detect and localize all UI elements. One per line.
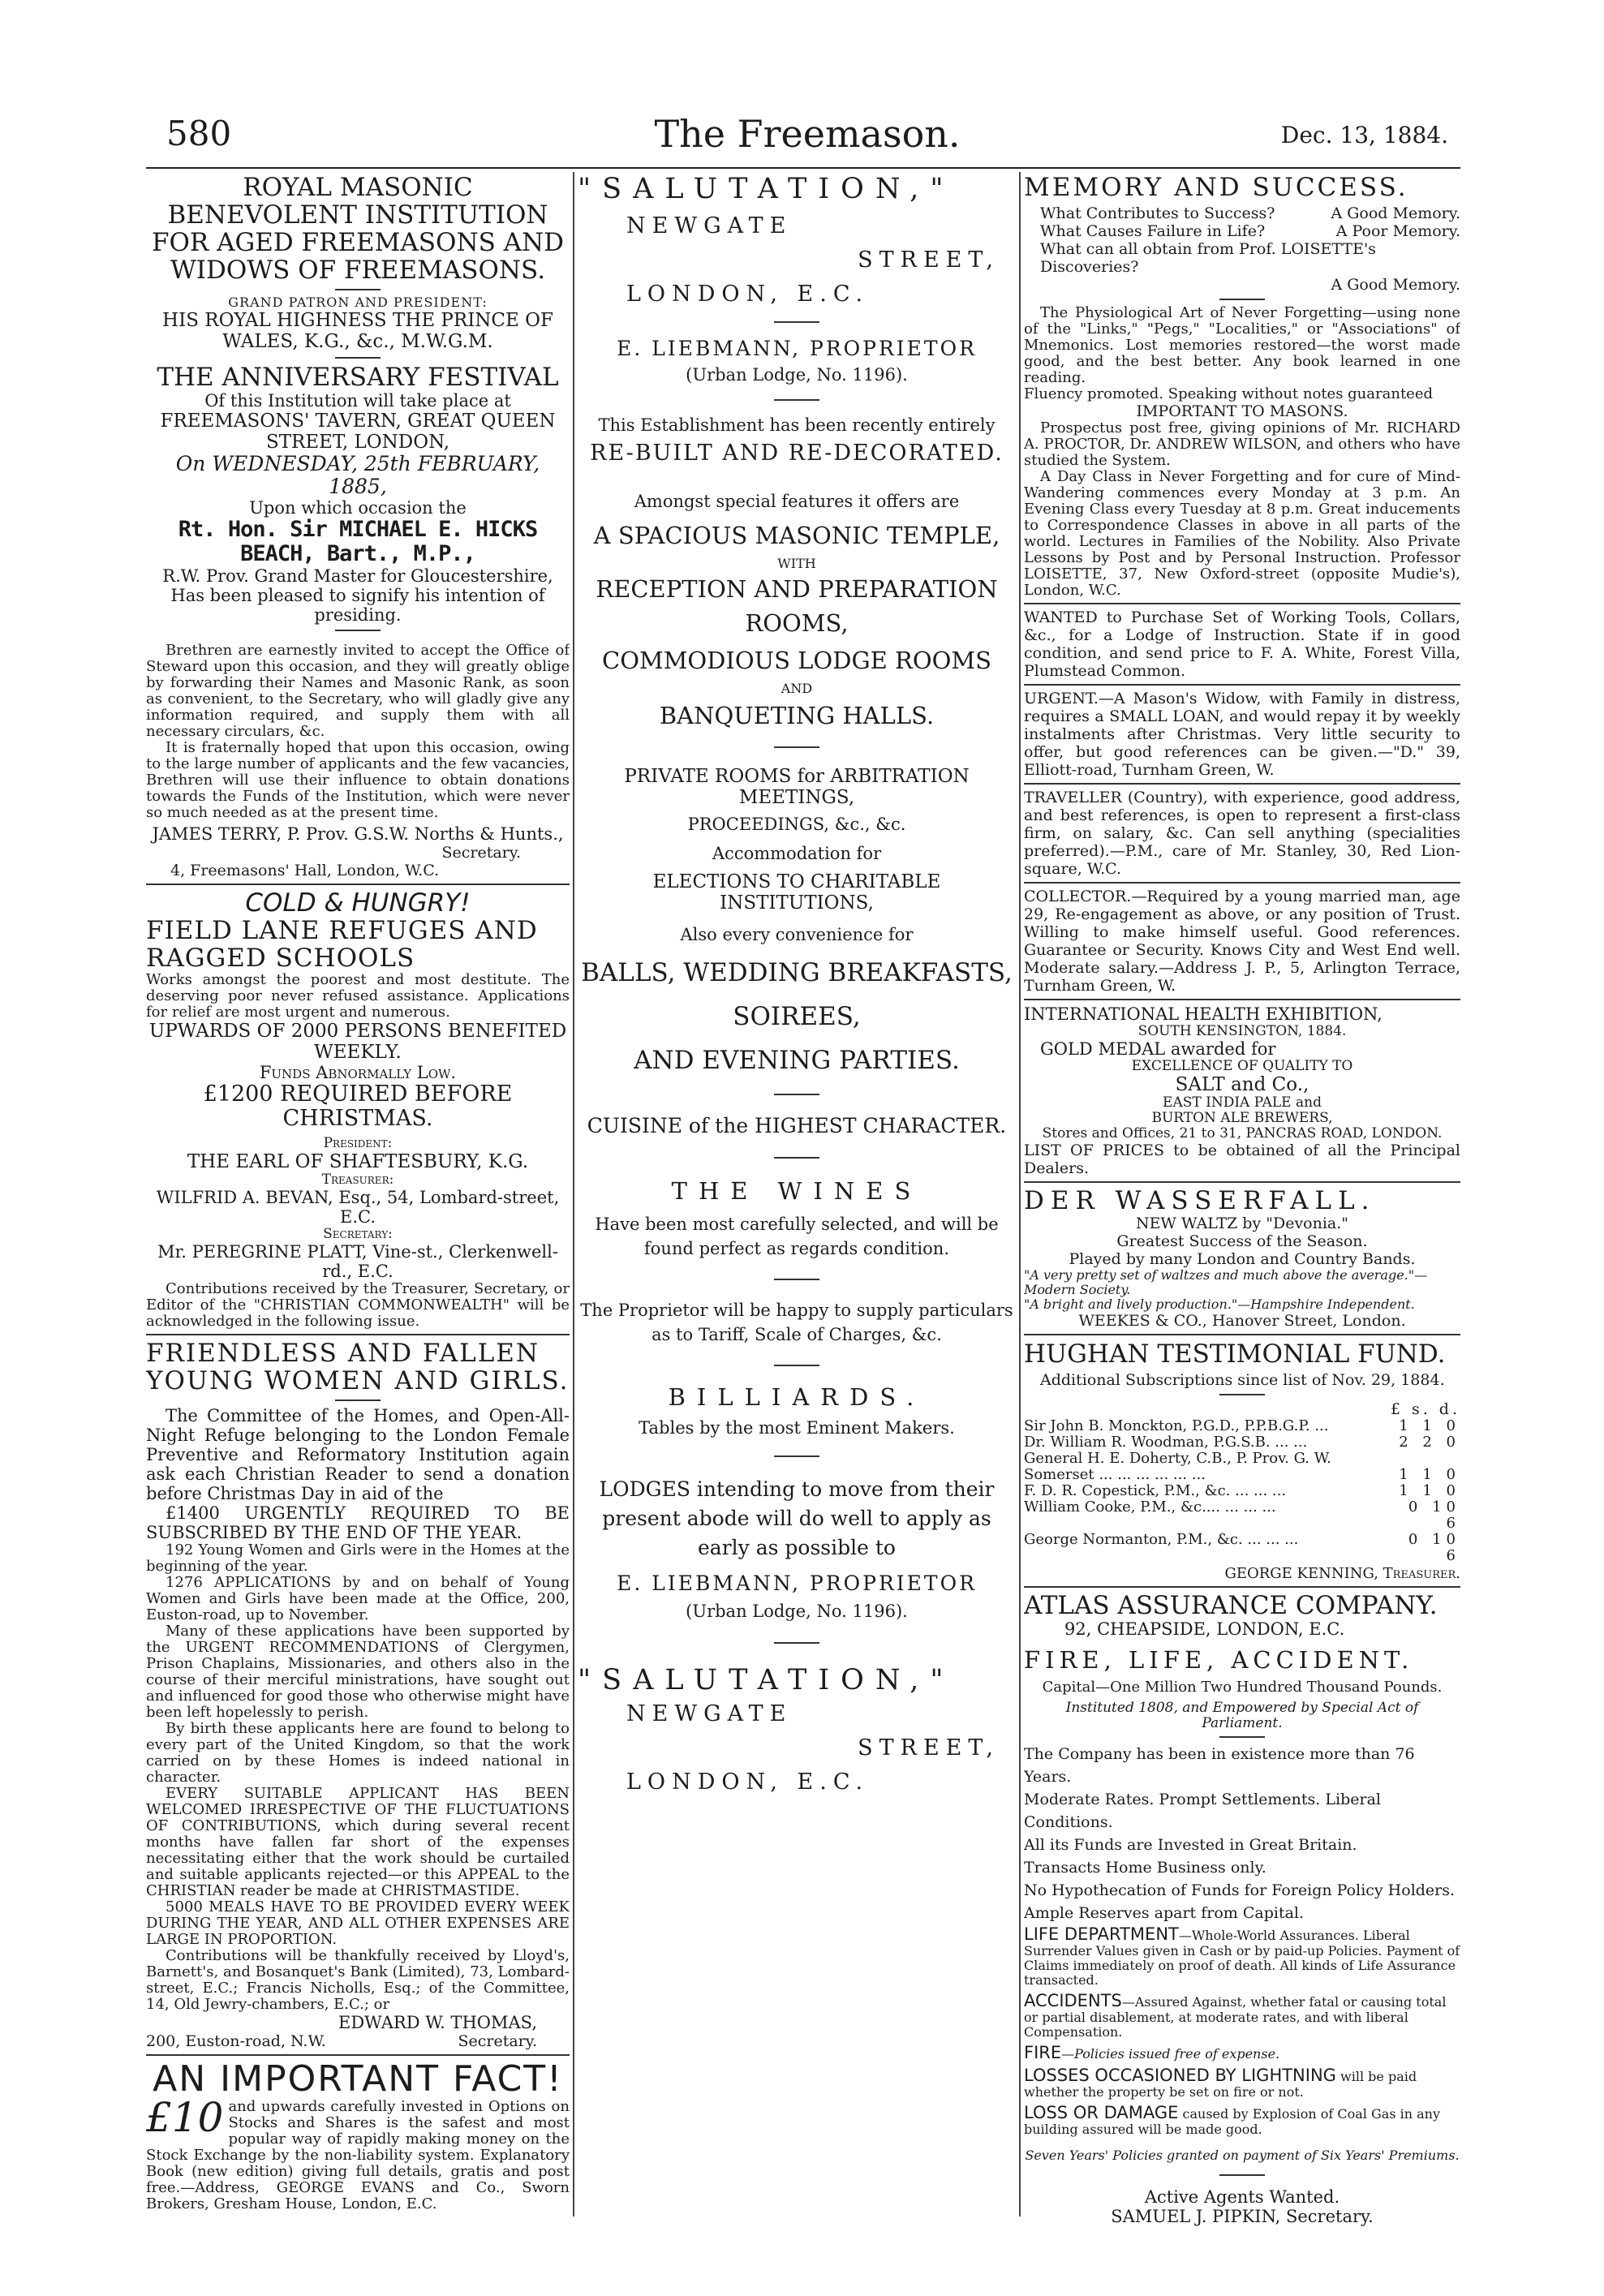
memory-q2-row (1024, 222, 1460, 240)
hughan-row (1024, 1483, 1460, 1499)
hughan-advert (1024, 1340, 1460, 1582)
rmbi-para-1: Brethren are earnestly invited to accept the Office of Steward upon this occasion, and they will greatly oblige by forwarding their Names and Masonic Rank, as soon as convenient, to the Secretary, who will gladly give any information required, and supply them with all necessary circulars, &c. (146, 642, 570, 740)
wasserfall-advert (1024, 1187, 1460, 1330)
atlas-lightning-text: will be paid whether the property be set on fire or not. (1024, 2069, 1417, 2100)
urgent-advert: URGENT.—A Mason's Widow, with Family in distress, requires a SMALL LOAN, and would repay it by weekly instalments after Christmas. Very little security to offer, but good references can be given.—"D." 39, Elliott-road, Turnham Green, W. (1024, 690, 1460, 779)
salutation-street-2: STREET, (858, 247, 1000, 273)
header-rule (146, 167, 1460, 169)
friendless-signature-row (146, 2032, 570, 2050)
hughan-row-name: Dr. William R. Woodman, P.G.S.B. ... ... (1024, 1434, 1308, 1451)
wanted-advert: WANTED to Purchase Set of Working Tools, Collars, &c., for a Lodge of Instruction. State if in good condition, and send price to F. A. White, Forest Villa, Plumstead Common. (1024, 608, 1460, 680)
rmbi-date: On WEDNESDAY, 25th FEBRUARY, 1885, (175, 452, 540, 498)
salutation-billiards: BILLIARDS. (668, 1383, 926, 1411)
salutation-rebuilt-1: This Establishment has been recently entirely (598, 415, 996, 435)
hughan-row-amount: 0 10 6 (1408, 1498, 1460, 1532)
important-fact-amount: £10 (146, 2094, 224, 2141)
salt-advert (1024, 1004, 1460, 1177)
salutation-every-convenience: Also every convenience for (680, 925, 914, 944)
important-fact-text: and upwards carefully invested in Options on Stocks and Shares is the safest and most popular way of rapidly making money on the Stock Exchange by the non-liability system. Explanatory Book (new edition) giving full details, gratis and post free.—Address, GEORGE EVANS and Co., Sworn Brokers, Gresham House, London, E.C. (146, 2098, 570, 2212)
memory-para-3: A Day Class in Never Forgetting and for cure of Mind-Wandering commences every Monday at 3 p.m. An Evening Class every Tuesday at 8 p.m. Great inducements to Correspondence Classes in above in all parts of the world. Lectures in Families of the Nobility. Also Private Lessons by Post and by Personal Instruction. Professor LOISETTE, 37, New Oxford-street (opposite Mudie's), London, W.C. (1024, 468, 1460, 599)
memory-a2: A Poor Memory. (1335, 222, 1460, 240)
salutation-city: LONDON, E.C. (626, 282, 870, 307)
issue-date: Dec. 13, 1884. (1280, 122, 1448, 148)
atlas-lightning (1024, 2066, 1460, 2100)
hughan-row-name: Somerset ... ... ... ... ... ... (1024, 1467, 1206, 1483)
hughan-row (1024, 1434, 1460, 1451)
hughan-row (1024, 1499, 1460, 1532)
rmbi-chair-note: Has been pleased to signify his intention of presiding. (170, 586, 545, 625)
atlas-damage (1024, 2103, 1460, 2137)
memory-a3: A Good Memory. (1331, 276, 1460, 294)
salutation-lodge-2: (Urban Lodge, No. 1196). (686, 1602, 908, 1621)
atlas-fire (1024, 2043, 1460, 2062)
field-lane-funds: Funds Abnormally Low. (259, 1063, 457, 1082)
salt-ale-1: EAST INDIA PALE and (1163, 1094, 1322, 1111)
salt-stores: Stores and Offices, 21 to 31, PANCRAS ROAD, LONDON. (1042, 1125, 1443, 1142)
atlas-address: 92, CHEAPSIDE, LONDON, E.C. (1064, 1619, 1345, 1639)
friendless-urgent: £1400 URGENTLY REQUIRED TO BE SUBSCRIBED BY THE END OF THE YEAR. (146, 1503, 570, 1542)
atlas-feature-5: No Hypothecation of Funds for Foreign Policy Holders. (1024, 1881, 1456, 1899)
rmbi-occasion: Upon which occasion the (249, 498, 467, 518)
atlas-feature-4: Transacts Home Business only. (1024, 1859, 1266, 1877)
friendless-para-8: Contributions will be thankfully received by Lloyd's, Barnett's, and Bosanquet's Bank (Limited), 73, Lombard-street, E.C.; Francis Nicholls, Esq.; of the Committee, 14, Old Jewry-chambers, E.C.; or (146, 1947, 570, 2013)
rmbi-place-1: Of this Institution will take place at (204, 391, 511, 411)
wasserfall-title: DER WASSERFALL. (1024, 1186, 1376, 1215)
salutation-and: AND (780, 681, 813, 696)
salutation-lodge-rooms: COMMODIOUS LODGE ROOMS (602, 647, 991, 674)
atlas-lightning-label: LOSSES OCCASIONED BY LIGHTNING (1024, 2066, 1336, 2085)
salt-medal: GOLD MEDAL awarded for (1040, 1039, 1276, 1059)
field-lane-title: FIELD LANE REFUGES AND RAGGED SCHOOLS (146, 916, 538, 973)
column-middle (578, 172, 1016, 2233)
salutation-wines-title: THE WINES (671, 1177, 922, 1205)
salutation-elections: ELECTIONS TO CHARITABLE INSTITUTIONS, (652, 871, 941, 914)
rmbi-signature-address: 4, Freemasons' Hall, London, W.C. (170, 862, 440, 879)
hughan-subscription-list (1024, 1418, 1460, 1564)
wasserfall-quote-2: "A bright and lively production."—Hampshire Independent. (1024, 1296, 1415, 1312)
hughan-row-name: George Normanton, P.M., &c. ... ... ... (1024, 1532, 1299, 1548)
salutation-banqueting: BANQUETING HALLS. (659, 702, 935, 729)
memory-advert (1024, 174, 1460, 599)
traveller-advert: TRAVELLER (Country), with experience, good address, and best references, is open to represent a first-class firm, on salary, &c. Can sell anything (specialities preferred).—P.M., care of Mr. Stanley, 30, Red Lion-square, W.C. (1024, 789, 1460, 878)
hughan-row (1024, 1451, 1460, 1467)
atlas-title: ATLAS ASSURANCE COMPANY. (1024, 1591, 1438, 1620)
salt-exhibition-sub: SOUTH KENSINGTON, 1884. (1137, 1023, 1347, 1039)
friendless-para-7: 5000 MEALS HAVE TO BE PROVIDED EVERY WEEK DURING THE YEAR, AND ALL OTHER EXPENSES ARE LARGE IN PROPORTION. (146, 1898, 570, 1948)
field-lane-treasurer-label: Treasurer: (321, 1172, 394, 1188)
wasserfall-success: Greatest Success of the Season. (1116, 1232, 1368, 1250)
salutation-tables: Tables by the most Eminent Makers. (639, 1418, 955, 1438)
atlas-fire-label: FIRE (1024, 2043, 1062, 2062)
atlas-feature-1: The Company has been in existence more than 76 Years. (1024, 1745, 1415, 1786)
important-fact-title: AN IMPORTANT FACT! (153, 2058, 563, 2100)
field-lane-treasurer: WILFRID A. BEVAN, Esq., 54, Lombard-street, E.C. (156, 1188, 560, 1227)
atlas-accidents-label: ACCIDENTS (1024, 1991, 1122, 2010)
hughan-row (1024, 1532, 1460, 1564)
salutation-features: Amongst special features it offers are (634, 492, 960, 511)
atlas-feature-6: Ample Reserves apart from Capital. (1024, 1904, 1305, 1922)
rmbi-chair: Rt. Hon. Sir MICHAEL E. HICKS BEACH, Bart., M.P., (178, 517, 538, 566)
salutation-accommodation: Accommodation for (712, 844, 882, 863)
salt-exhibition: INTERNATIONAL HEALTH EXHIBITION, (1024, 1004, 1383, 1024)
memory-fluency: Fluency promoted. Speaking without notes guaranteed (1024, 385, 1433, 402)
memory-para-2: Prospectus post free, giving opinions of Mr. RICHARD A. PROCTOR, Dr. ANDREW WILSON, and others who have studied the System. (1024, 419, 1460, 469)
hughan-row-name: General H. E. Doherty, C.B., P. Prov. G. W. (1024, 1451, 1331, 1467)
salutation-reception-1: RECEPTION AND PREPARATION (596, 575, 998, 603)
salutation-reception-2: ROOMS, (745, 609, 849, 637)
hughan-row-name: William Cooke, P.M., &c.... ... ... ... (1024, 1499, 1276, 1516)
salutation-cuisine: CUISINE of the HIGHEST CHARACTER. (587, 1114, 1007, 1137)
rmbi-patron: HIS ROYAL HIGHNESS THE PRINCE OF WALES, K.G., &c., M.W.G.M. (162, 310, 553, 352)
atlas-accidents (1024, 1991, 1460, 2040)
salutation-city-2: LONDON, E.C. (626, 1769, 870, 1795)
atlas-feature-2: Moderate Rates. Prompt Settlements. Liberal Conditions. (1024, 1791, 1381, 1831)
field-lane-intro: Works amongst the poorest and most destitute. The deserving poor never refused assistance. Applications for relief are most urgent and numerous. (146, 971, 570, 1021)
hughan-row (1024, 1418, 1460, 1434)
rmbi-signature-role: Secretary. (441, 844, 521, 862)
salt-list: LIST OF PRICES to be obtained of all the Principal Dealers. (1024, 1142, 1460, 1177)
memory-para-1: The Physiological Art of Never Forgetting—using none of the "Links," "Pegs," "Localities," or "Associations" of Mnemonics. Lost memories restored—the worst made good, and the best better. Any book learned in one reading. (1024, 304, 1460, 386)
rmbi-festival: THE ANNIVERSARY FESTIVAL (157, 363, 559, 392)
salutation-advert (578, 174, 1016, 1795)
friendless-para-3: 1276 APPLICATIONS by and on behalf of Young Women and Girls have been made at the Office, 200, Euston-road, up to November. (146, 1574, 570, 1623)
wasserfall-played: Played by many London and Country Bands. (1069, 1250, 1416, 1268)
atlas-feature-3: All its Funds are Invested in Great Britain. (1024, 1836, 1357, 1854)
collector-advert: COLLECTOR.—Required by a young married man, age 29, Re-engagement as above, or any position of Trust. Willing to make himself useful. Good references. Guarantee or Security. Knows City and West End well. Moderate salary.—Address J. P., 5, Arlington Terrace, Turnham Green, W. (1024, 888, 1460, 995)
field-lane-required: £1200 REQUIRED BEFORE CHRISTMAS. (203, 1081, 513, 1131)
salutation-with: WITH (777, 556, 816, 571)
column-left (146, 172, 570, 2233)
friendless-signature-role: Secretary. (458, 2032, 537, 2050)
salutation-balls: BALLS, WEDDING BREAKFASTS, (581, 958, 1013, 987)
atlas-secretary: SAMUEL J. PIPKIN, Secretary. (1111, 2207, 1374, 2226)
atlas-life-label: LIFE DEPARTMENT (1024, 1924, 1179, 1944)
field-lane-president-label: President: (323, 1135, 393, 1151)
salutation-lodge: (Urban Lodge, No. 1196). (686, 365, 908, 385)
salutation-title-2: "SALUTATION," (578, 1664, 955, 1696)
hughan-row-amount: 1 1 0 (1399, 1466, 1460, 1483)
salutation-wines-text: Have been most carefully selected, and will be found perfect as regards condition. (595, 1215, 999, 1258)
salutation-lodges: LODGES intending to move from their present abode will do well to apply as early as possible to (599, 1477, 995, 1559)
hughan-row-amount: 0 10 6 (1408, 1531, 1460, 1564)
rmbi-place-2: FREEMASONS' TAVERN, GREAT QUEEN STREET, LONDON, (160, 411, 556, 453)
page-header (166, 114, 1448, 170)
rmbi-signature-name: JAMES TERRY, P. Prov. G.S.W. Norths & Hunts., (152, 824, 564, 844)
atlas-advert (1024, 1592, 1460, 2226)
atlas-life-text: —Whole-World Assurances. Liberal Surrender Values given in Cash or by paid-up Policies. Payment of Claims immediately on proof of death. All kinds of Life Assurance transacted. (1024, 1928, 1460, 1988)
column-right (1024, 172, 1460, 2233)
column-divider-2 (1019, 172, 1021, 2216)
hughan-sub: Additional Subscriptions since list of Nov. 29, 1884. (1040, 1371, 1445, 1389)
memory-important: IMPORTANT TO MASONS. (1136, 402, 1348, 420)
salutation-proprietor-2: E. LIEBMANN, PROPRIETOR (617, 1572, 977, 1595)
friendless-para-6: EVERY SUITABLE APPLICANT HAS BEEN WELCOMED IRRESPECTIVE OF THE FLUCTUATIONS OF CONTRIBUTIONS, which during several recent months have fallen far short of the expenses necessitating either that the work should be curtailed and suitable applicants rejected—or this APPEAL to the CHRISTIAN reader be made at CHRISTMASTIDE. (146, 1785, 570, 1899)
important-fact-advert (146, 2060, 570, 2212)
friendless-signature-name: EDWARD W. THOMAS, (338, 2013, 537, 2032)
friendless-para-4: Many of these applications have been supported by the URGENT RECOMMENDATIONS of Clergymen, Prison Chaplains, Missionaries, and others also in the course of their merciful ministrations, have sought out and influenced for good those who otherwise might have been left hopelessly to perish. (146, 1623, 570, 1721)
salutation-street-1: NEWGATE (626, 213, 793, 239)
atlas-damage-label: LOSS OR DAMAGE (1024, 2103, 1179, 2122)
atlas-damage-text: caused by Explosion of Coal Gas in any building assured will be made good. (1024, 2106, 1441, 2137)
salutation-temple: A SPACIOUS MASONIC TEMPLE, (593, 522, 1000, 549)
hughan-row-amount (1389, 1451, 1460, 1467)
atlas-lines: FIRE, LIFE, ACCIDENT. (1024, 1646, 1414, 1674)
wasserfall-publisher: WEEKES & CO., Hanover Street, London. (1078, 1312, 1406, 1330)
memory-title: MEMORY AND SUCCESS. (1024, 173, 1408, 202)
hughan-currency: £ s. d. (1390, 1400, 1460, 1418)
rmbi-advert (146, 174, 570, 879)
field-lane-benefited: UPWARDS OF 2000 PERSONS BENEFITED WEEKLY. (148, 1021, 567, 1063)
hughan-row-name: F. D. R. Copestick, P.M., &c. ... ... ... (1024, 1483, 1287, 1499)
salutation-street-3: NEWGATE (626, 1701, 793, 1726)
friendless-signature-address: 200, Euston-road, N.W. (146, 2032, 326, 2050)
memory-q3: What can all obtain from Prof. LOISETTE's Discoveries? (1040, 240, 1376, 276)
hughan-title: HUGHAN TESTIMONIAL FUND. (1024, 1339, 1446, 1369)
salutation-private-2: PROCEEDINGS, &c., &c. (687, 815, 906, 834)
atlas-agents: Active Agents Wanted. (1144, 2187, 1340, 2207)
atlas-seven-years: Seven Years' Policies granted on payment of Six Years' Premiums. (1025, 2148, 1460, 2163)
masthead-title: The Freemason. (654, 112, 961, 156)
rmbi-title: ROYAL MASONIC BENEVOLENT INSTITUTION FOR AGED FREEMASONS AND WIDOWS OF FREEMASONS. (151, 173, 565, 285)
hughan-row-name: Sir John B. Monckton, P.G.D., P.P.B.G.P. ... (1024, 1418, 1329, 1434)
memory-a1: A Good Memory. (1331, 204, 1460, 222)
wasserfall-sub: NEW WALTZ by "Devonia." (1135, 1215, 1349, 1232)
memory-q1: What Contributes to Success? (1040, 204, 1275, 222)
memory-q2: What Causes Failure in Life? (1040, 222, 1266, 240)
page-number: 580 (166, 114, 232, 153)
hughan-row-amount: 1 1 0 (1399, 1417, 1460, 1434)
cold-hungry-heading: COLD & HUNGRY! (245, 888, 471, 918)
salutation-rebuilt-2: RE-BUILT AND RE-DECORATED. (590, 441, 1004, 466)
salt-ale-2: BURTON ALE BREWERS, (1151, 1110, 1333, 1126)
friendless-title: FRIENDLESS AND FALLEN YOUNG WOMEN AND GIRLS. (146, 1339, 570, 1395)
friendless-para-1: The Committee of the Homes, and Open-All-Night Refuge belonging to the London Female Preventive and Reformatory Institution again ask each Christian Reader to send a donation before Christmas Day in aid of the (146, 1406, 570, 1503)
important-fact-body (146, 2094, 570, 2212)
salutation-street-4: STREET, (858, 1735, 1000, 1761)
atlas-life-department (1024, 1924, 1460, 1988)
friendless-advert (146, 1339, 570, 2050)
field-lane-secretary-label: Secretary: (323, 1226, 393, 1242)
rmbi-chair-title: R.W. Prov. Grand Master for Gloucestershire, (162, 566, 553, 586)
field-lane-secretary: Mr. PEREGRINE PLATT, Vine-st., Clerkenwell-rd., E.C. (157, 1242, 558, 1281)
field-lane-contributions: Contributions received by the Treasurer, Secretary, or Editor of the "CHRISTIAN COMMONWEALTH" will be acknowledged in the following issue. (146, 1280, 570, 1330)
wasserfall-quote-1: "A very pretty set of waltzes and much above the average."—Modern Society. (1024, 1267, 1428, 1297)
rmbi-patron-label: GRAND PATRON AND PRESIDENT: (228, 295, 488, 310)
memory-q1-row (1024, 204, 1460, 222)
friendless-para-5: By birth these applicants here are found to belong to every part of the United Kingdom, so that the work carried on by these Homes is indeed national in character. (146, 1720, 570, 1786)
field-lane-advert (146, 889, 570, 1330)
atlas-instituted: Instituted 1808, and Empowered by Special Act of Parliament. (1065, 1700, 1419, 1731)
hughan-row-amount: 1 1 0 (1399, 1482, 1460, 1499)
salutation-evening: AND EVENING PARTIES. (634, 1046, 960, 1075)
salt-excellence: EXCELLENCE OF QUALITY TO (1131, 1058, 1353, 1074)
column-divider-1 (573, 172, 574, 2216)
rmbi-para-2: It is fraternally hoped that upon this occasion, owing to the large number of applicants and the few vacancies, Brethren will use their influence to obtain donations towards the Funds of the Institution, which were never so much needed as at the present time. (146, 739, 570, 821)
salutation-private-1: PRIVATE ROOMS for ARBITRATION MEETINGS, (624, 766, 970, 808)
salutation-title: "SALUTATION," (578, 173, 955, 205)
salutation-soirees: SOIREES, (733, 1002, 861, 1031)
salutation-tariff: The Proprietor will be happy to supply particulars as to Tariff, Scale of Charges, &c. (580, 1301, 1013, 1344)
atlas-accidents-text: —Assured Against, whether fatal or causing total or partial disablement, at moderate rates, and with liberal Compensation. (1024, 1994, 1447, 2040)
atlas-capital: Capital—One Million Two Hundred Thousand Pounds. (1042, 1679, 1443, 1696)
friendless-para-2: 192 Young Women and Girls were in the Homes at the beginning of the year. (146, 1541, 570, 1575)
hughan-row-amount: 2 2 0 (1399, 1434, 1460, 1451)
atlas-fire-text: —Policies issued free of expense. (1061, 2046, 1280, 2062)
salutation-proprietor: E. LIEBMANN, PROPRIETOR (617, 337, 977, 360)
hughan-treasurer: GEORGE KENNING, Treasurer. (1224, 1565, 1460, 1582)
salt-name: SALT and Co., (1175, 1074, 1309, 1095)
hughan-row (1024, 1467, 1460, 1483)
field-lane-president: THE EARL OF SHAFTESBURY, K.G. (187, 1151, 529, 1172)
